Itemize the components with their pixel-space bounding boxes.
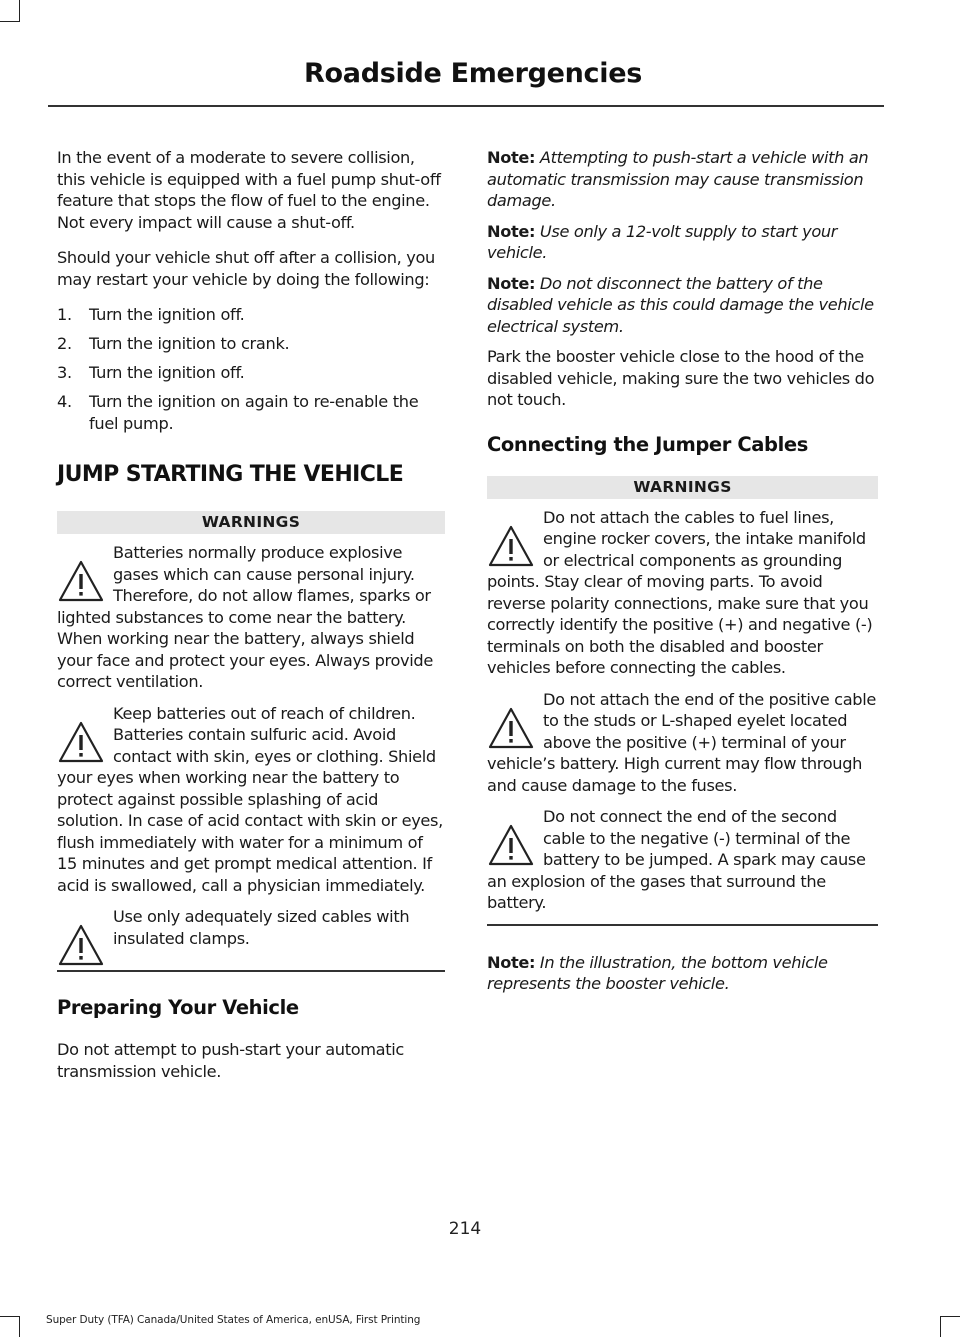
warning-block [57,542,445,693]
crop-mark [940,1316,960,1317]
note [487,147,878,212]
note-label: Note: [487,952,536,972]
left-column [57,147,445,1096]
note-text: Attempting to push-start a vehicle with an automatic transmission may cause transmission damage. [487,148,869,210]
note [487,221,878,264]
list-item [57,333,445,355]
warning-text: Do not attach the end of the positive cable to the studs or L-shaped eyelet located above the positive (+) terminal of your vehicle’s battery. High current may flow through and cause damage to the fuses. [487,689,876,795]
warning-text: Keep batteries out of reach of children. Batteries contain sulfuric acid. Avoid contact with skin, eyes or clothing. Shield your eyes when working near the battery to protect against possible splashing of acid solution. In case of acid contact with skin or eyes, flush immediately with water for a minimum of 15 minutes and get prompt medical attention. If acid is swallowed, call a physician immediately. [57,703,443,895]
warning-triangle-icon [57,912,105,970]
warning-text: Batteries normally produce explosive gases which can cause personal injury. Therefore, do not allow flames, sparks or lighted substances to come near the battery. When working near the battery, always shield your face and protect your eyes. Always provide correct ventilation. [57,543,433,691]
warning-triangle-icon [57,709,105,767]
note [487,952,878,995]
warning-block [57,906,445,958]
warnings-divider [487,924,878,926]
crop-mark [19,0,20,22]
step-number: 2. [57,334,72,353]
header-divider [48,105,884,107]
note-label: Note: [487,273,536,293]
warnings-header: WARNINGS [487,476,878,499]
step-text: Turn the ignition off. [89,305,245,324]
list-item [57,304,445,326]
step-text: Turn the ignition to crank. [89,334,290,353]
body-paragraph: Do not attempt to push-start your automatic transmission vehicle. [57,1040,404,1081]
warning-triangle-icon [487,513,535,571]
step-text: Turn the ignition on again to re-enable the fuel pump. [89,392,419,433]
page-number: 214 [448,1219,482,1239]
intro-paragraph: In the event of a moderate to severe collision, this vehicle is equipped with a fuel pump shut-off feature that stops the flow of fuel to the engine. Not every impact will cause a shut-off. [57,148,441,232]
list-item [57,391,445,434]
warning-text: Do not connect the end of the second cable to the negative (-) terminal of the battery to be jumped. A spark may cause an explosion of the gases that surround the battery. [487,807,866,912]
crop-mark [0,1316,20,1317]
step-number: 4. [57,392,72,411]
edition-footer: Super Duty (TFA) Canada/United States of America, enUSA, First Printing [46,1314,421,1326]
warning-block [487,689,878,797]
note-label: Note: [487,148,536,167]
warning-text: Do not attach the cables to fuel lines, engine rocker covers, the intake manifold or electrical components as grounding points. Stay clear of moving parts. To avoid reverse polarity connections, make sure that you correctly identify the positive (+) and negative (-) terminals on both the disabled and booster vehicles before connecting the cables. [487,507,873,677]
step-number: 3. [57,363,72,382]
crop-mark [940,1316,941,1337]
warning-text: Use only adequately sized cables with insulated clamps. [113,907,410,948]
body-paragraph: Park the booster vehicle close to the hood of the disabled vehicle, making sure the two vehicles do not touch. [487,347,875,409]
note [487,273,878,338]
warning-block [487,806,878,914]
heading-jump-starting: JUMP STARTING THE VEHICLE [57,462,404,487]
crop-mark [19,1316,20,1337]
warnings-header: WARNINGS [57,511,445,534]
note-text: Do not disconnect the battery of the disabled vehicle as this could damage the vehicle electrical system. [487,273,874,336]
crop-mark [0,21,20,22]
restart-steps-list [57,304,445,434]
intro-paragraph: Should your vehicle shut off after a collision, you may restart your vehicle by doing the following: [57,248,435,289]
warning-triangle-icon [57,548,105,606]
step-text: Turn the ignition off. [89,363,245,382]
section-title: Roadside Emergencies [304,58,642,89]
heading-preparing-vehicle: Preparing Your Vehicle [57,996,299,1019]
list-item [57,362,445,384]
warning-block [487,507,878,679]
note-text: Use only a 12-volt supply to start your vehicle. [487,221,838,262]
heading-connecting-cables: Connecting the Jumper Cables [487,432,808,456]
warning-triangle-icon [487,695,535,753]
warnings-divider [57,970,445,972]
note-label: Note: [487,221,536,241]
right-column [487,147,878,1004]
note-text: In the illustration, the bottom vehicle represents the booster vehicle. [487,952,828,993]
warning-triangle-icon [487,812,535,870]
step-number: 1. [57,305,72,324]
warning-block [57,703,445,897]
